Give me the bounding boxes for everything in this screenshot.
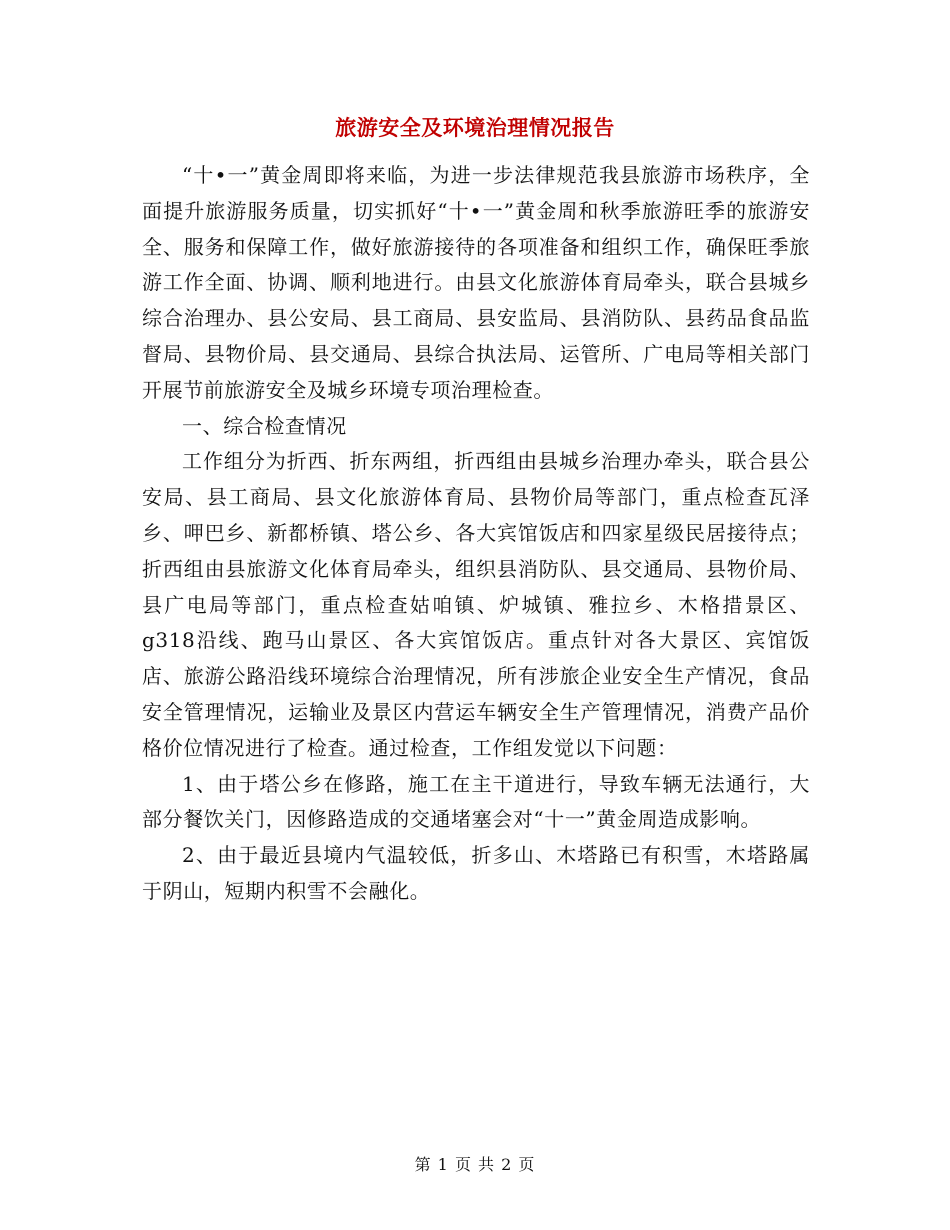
page-number-footer: 第 1 页 共 2 页 (414, 1155, 536, 1174)
paragraph-issue-1: 1、由于塔公乡在修路，施工在主干道进行，导致车辆无法通行，大部分餐饮关门，因修路造成的交通堵塞会对“十一”黄金周造成影响。 (142, 771, 810, 832)
section-heading-inspection: 一、综合检查情况 (182, 413, 347, 438)
document-title: 旅游安全及环境治理情况报告 (335, 115, 615, 140)
paragraph-inspection-details: 工作组分为折西、折东两组，折西组由县城乡治理办牵头，联合县公安局、县工商局、县文化旅游体育局、县物价局等部门，重点检查瓦泽乡、呷巴乡、新都桥镇、塔公乡、各大宾馆饭店和四家星级民居接待点；折西组由县旅游文化体育局牵头，组织县消防队、县交通局、县物价局、县广电局等部门，重点检查姑咱镇、炉城镇、雅拉乡、木格措景区、g318沿线、跑马山景区、各大宾馆饭店。重点针对各大景区、宾馆饭店、旅游公路沿线环境综合治理情况，所有涉旅企业安全生产情况，食品安全管理情况，运输业及景区内营运车辆安全生产管理情况，消费产品价格价位情况进行了检查。通过检查，工作组发觉以下问题： (142, 449, 810, 760)
paragraph-intro: “十•一”黄金周即将来临，为进一步法律规范我县旅游市场秩序，全面提升旅游服务质量，切实抓好“十•一”黄金周和秋季旅游旺季的旅游安全、服务和保障工作，做好旅游接待的各项准备和组织工作，确保旺季旅游工作全面、协调、顺利地进行。由县文化旅游体育局牵头，联合县城乡综合治理办、县公安局、县工商局、县安监局、县消防队、县药品食品监督局、县物价局、县交通局、县综合执法局、运管所、广电局等相关部门开展节前旅游安全及城乡环境专项治理检查。 (142, 163, 810, 402)
document-body (142, 158, 810, 910)
paragraph-issue-2: 2、由于最近县境内气温较低，折多山、木塔路已有积雪，木塔路属于阴山，短期内积雪不会融化。 (142, 843, 810, 903)
